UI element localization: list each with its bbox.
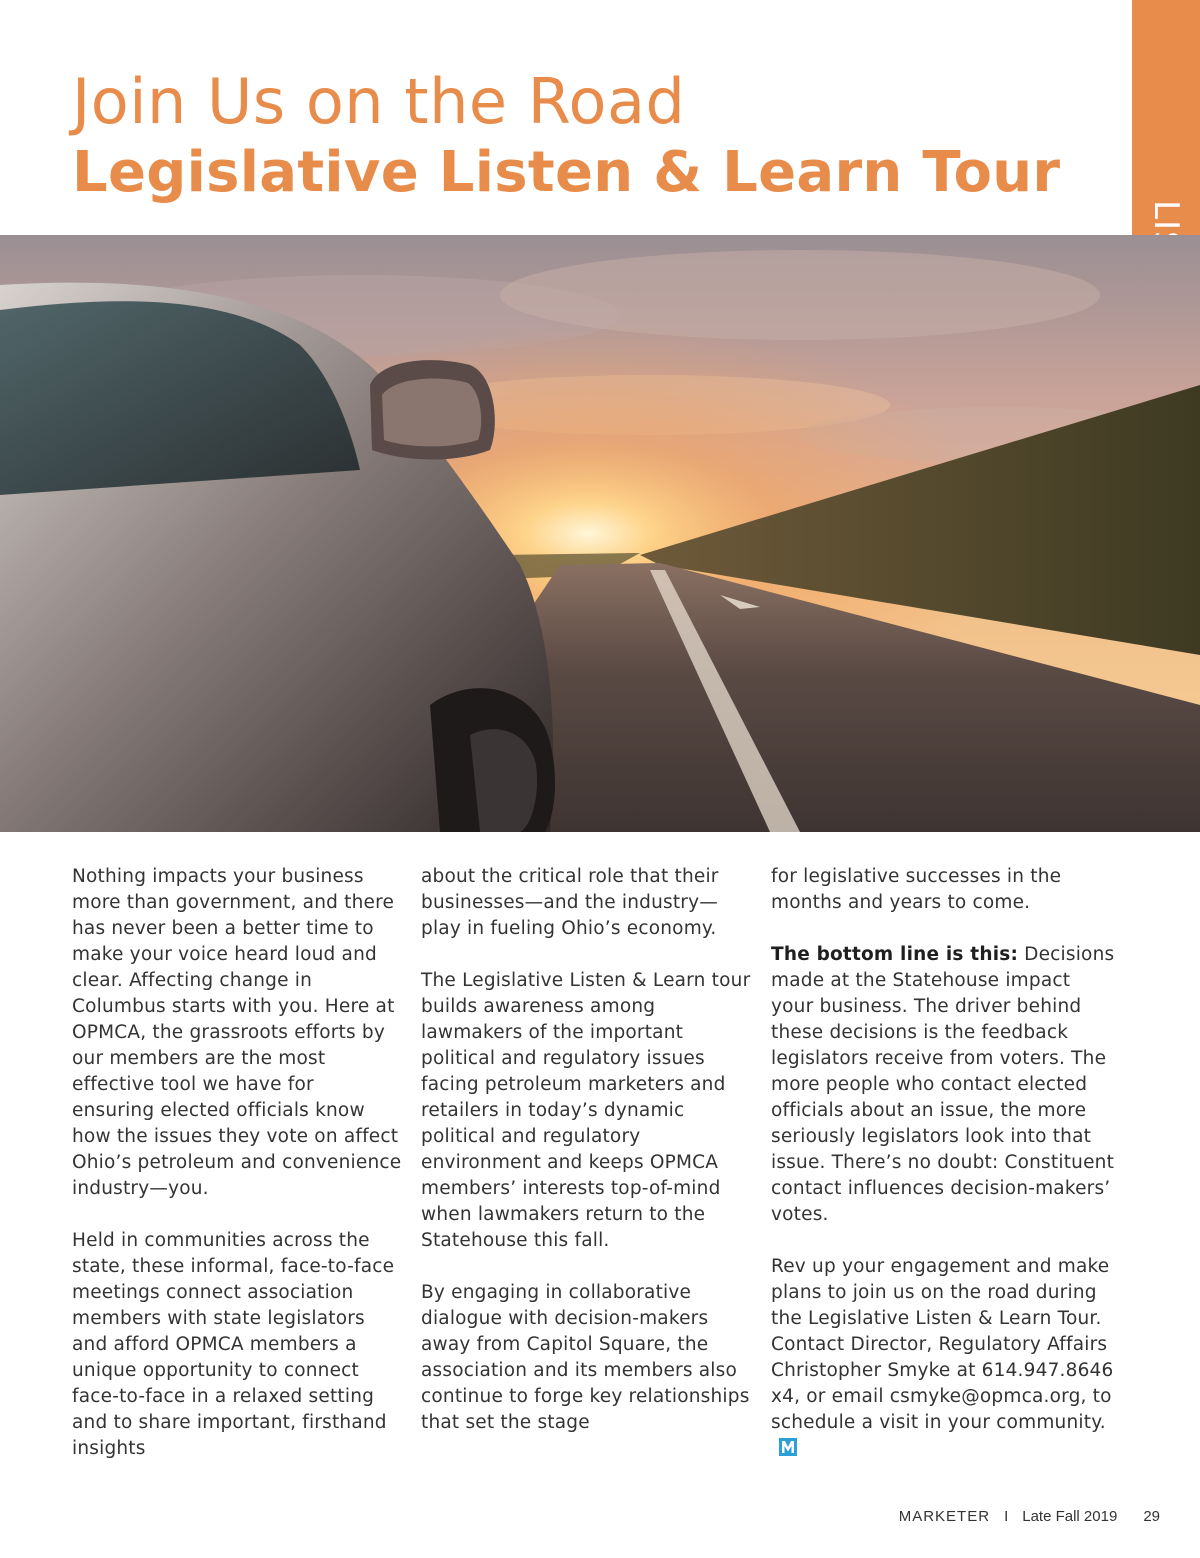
- page-number: 29: [1143, 1507, 1160, 1525]
- paragraph: Nothing impacts your business more than government, and there has never been a better time to make your voice heard loud and clear. Affecting change in Columbus starts with you. Here at OPMCA, the grassroots efforts by our members are the most effective tool we have for ensuring elected officials know how the issues they vote on affect Ohio’s petroleum and convenience industry—you.: [72, 866, 402, 1199]
- footer-issue: Late Fall 2019: [1022, 1507, 1118, 1525]
- bottom-line-text: Decisions made at the Statehouse impact your business. The driver behind these decisions is the feedback legislators receive from voters. The more people who contact elected officials about an issue, the more seriously legislators look into that issue. There’s no doubt: Constituent contact influences decision-makers’ votes.: [771, 944, 1115, 1225]
- page-footer: [899, 1506, 1160, 1526]
- paragraph: The Legislative Listen & Learn tour builds awareness among lawmakers of the important political and regulatory issues facing petroleum marketers and retailers in today’s dynamic political and regulatory environment and keeps OPMCA members’ interests top-of-mind when lawmakers return to the Statehouse this fall.: [421, 970, 751, 1251]
- body-column-3: [771, 864, 1116, 1488]
- hero-photo: [0, 235, 1200, 832]
- bottom-line-lead: The bottom line is this:: [771, 944, 1019, 965]
- closing-text: Rev up your engagement and make plans to join us on the road during the Legislative Listen & Learn Tour. Contact Director, Regulatory Affairs Christopher Smyke at 614.947.8646 x4, or email csmyke@opmca.org, to schedule a visit in your community.: [771, 1256, 1114, 1433]
- paragraph: [771, 1254, 1116, 1462]
- title-line-1: Join Us on the Road: [72, 65, 686, 138]
- paragraph: By engaging in collaborative dialogue with decision-makers away from Capitol Square, the association and its members also continue to forge key relationships that set the stage: [421, 1282, 750, 1433]
- body-column-2: [421, 864, 751, 1462]
- car-road-sunset-photo: [0, 235, 1200, 832]
- paragraph: Held in communities across the state, these informal, face-to-face meetings connect association members with state legislators and afford OPMCA members a unique opportunity to connect face-to-face in a relaxed setting and to share important, firsthand insights: [72, 1230, 395, 1459]
- paragraph: [771, 942, 1116, 1228]
- footer-separator: I: [1004, 1507, 1009, 1525]
- marketer-m-logo-icon: [779, 1438, 797, 1456]
- paragraph: for legislative successes in the months and years to come.: [771, 866, 1062, 913]
- title-line-2: Legislative Listen & Learn Tour: [72, 140, 1061, 205]
- footer-brand: MARKETER: [898, 1507, 991, 1525]
- paragraph: about the critical role that their businesses—and the industry—play in fueling Ohio’s economy.: [421, 866, 719, 939]
- body-column-1: [72, 864, 402, 1488]
